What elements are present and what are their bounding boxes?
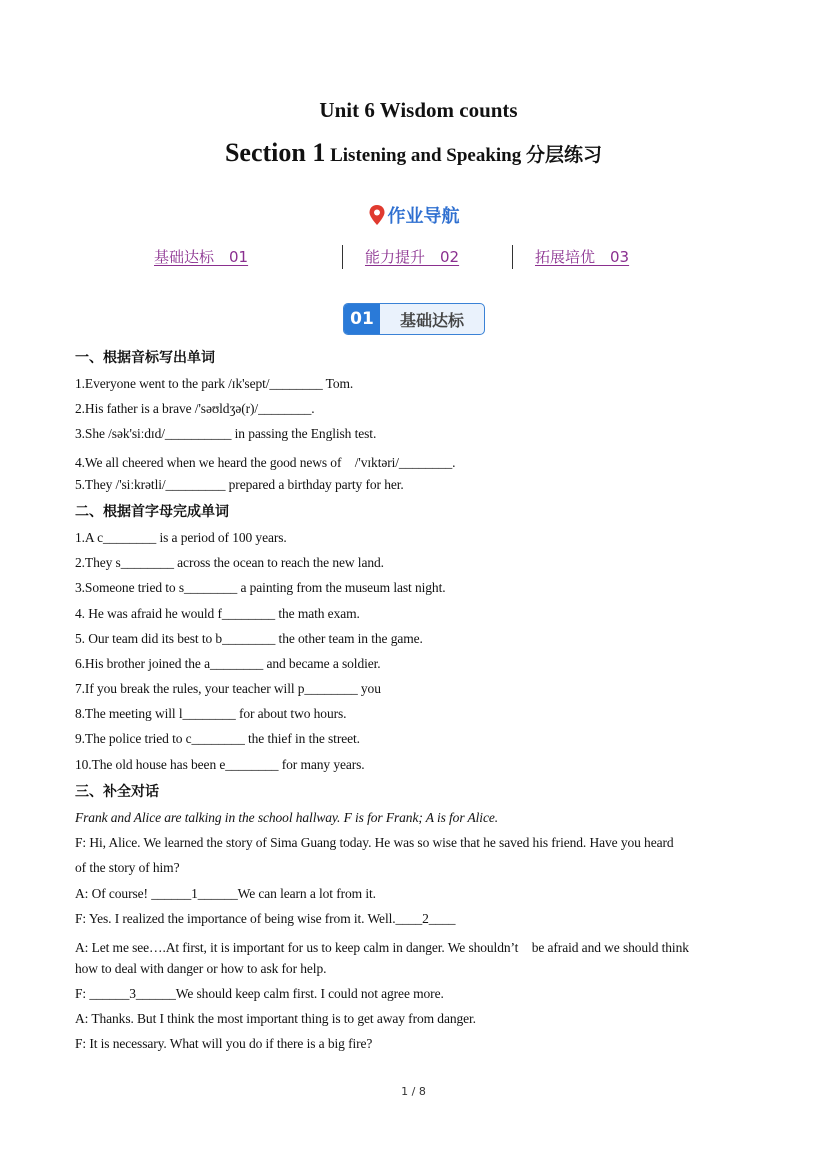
- dialogue-line: F: Hi, Alice. We learned the story of Sima Guang today. He was so wise that he saved his friend. Have you heard: [75, 835, 674, 850]
- exercise-line: 1.Everyone went to the park /ɪk'sept/________ Tom.: [75, 376, 354, 391]
- exercise-line: 1.A c________ is a period of 100 years.: [75, 530, 287, 545]
- level-badge-label: 基础达标: [399, 310, 464, 330]
- level-badge-number: 01: [344, 304, 380, 334]
- homework-nav-heading: [0, 202, 827, 228]
- section-heading: 一、根据音标写出单词: [75, 350, 215, 366]
- exercise-line: 2.His father is a brave /'səʊldʒə(r)/________.: [75, 401, 315, 416]
- nav-heading-text: 作业导航: [387, 206, 460, 227]
- exercise-line: 3.Someone tried to s________ a painting from the museum last night.: [75, 580, 446, 595]
- dialogue-line: F: It is necessary. What will you do if there is a big fire?: [75, 1036, 373, 1051]
- dialogue-line: A: Let me see….At first, it is important for us to keep calm in danger. We shouldn’t be afraid and we should think: [75, 940, 689, 955]
- location-pin-icon: [368, 204, 386, 226]
- nav-link-ability[interactable]: 能力提升 02: [365, 248, 460, 266]
- nav-link-basic[interactable]: 基础达标 01: [154, 248, 249, 266]
- unit-title: Unit 6 Wisdom counts: [319, 98, 518, 122]
- exercise-line: 6.His brother joined the a________ and became a soldier.: [75, 656, 381, 671]
- section-title: [0, 138, 827, 168]
- dialogue-line: A: Thanks. But I think the most important thing is to get away from danger.: [75, 1011, 476, 1026]
- exercise-line: 8.The meeting will l________ for about two hours.: [75, 706, 347, 721]
- nav-link-extension[interactable]: 拓展培优 03: [535, 248, 630, 266]
- dialogue-line: of the story of him?: [75, 860, 180, 875]
- exercise-line: 3.She /sək'siːdɪd/__________ in passing the English test.: [75, 426, 377, 441]
- section-heading: 二、根据首字母完成单词: [75, 504, 229, 520]
- dialogue-line: F: ______3______We should keep calm first. I could not agree more.: [75, 986, 444, 1001]
- page-number: 1 / 8: [401, 1085, 426, 1098]
- section-title-name: Listening and Speaking: [325, 145, 526, 166]
- level-badge: [343, 303, 485, 335]
- section-heading: 三、补全对话: [75, 784, 159, 800]
- nav-divider: [512, 245, 513, 269]
- section-title-number: Section 1: [224, 138, 326, 167]
- dialogue-line: A: Of course! ______1______We can learn a lot from it.: [75, 886, 376, 901]
- section-title-cn: 分层练习: [526, 144, 603, 166]
- exercise-line: 10.The old house has been e________ for many years.: [75, 757, 365, 772]
- exercise-line: 7.If you break the rules, your teacher will p________ you: [75, 681, 381, 696]
- dialogue-line: F: Yes. I realized the importance of being wise from it. Well.____2____: [75, 911, 456, 926]
- exercise-line: 4.We all cheered when we heard the good news of /'vɪktəri/________.: [75, 455, 456, 470]
- dialogue-intro: Frank and Alice are talking in the school hallway. F is for Frank; A is for Alice.: [75, 810, 499, 825]
- exercise-line: 5. Our team did its best to b________ the other team in the game.: [75, 631, 423, 646]
- exercise-line: 9.The police tried to c________ the thief in the street.: [75, 731, 360, 746]
- exercise-line: 5.They /'siːkrətli/_________ prepared a birthday party for her.: [75, 477, 404, 492]
- dialogue-line: how to deal with danger or how to ask for help.: [75, 961, 327, 976]
- nav-divider: [342, 245, 343, 269]
- exercise-line: 2.They s________ across the ocean to reach the new land.: [75, 555, 384, 570]
- exercise-line: 4. He was afraid he would f________ the math exam.: [75, 606, 360, 621]
